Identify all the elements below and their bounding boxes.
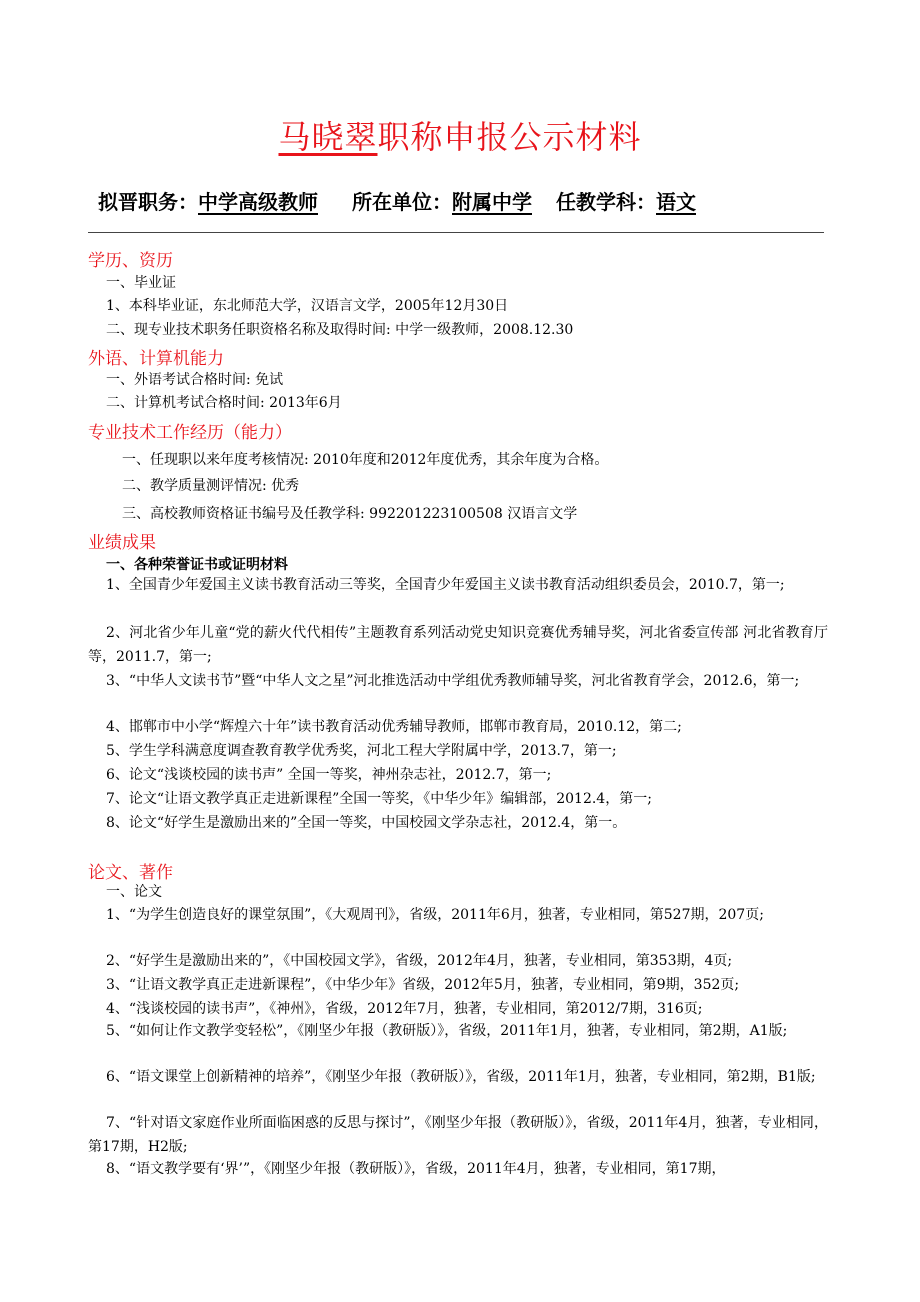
subject-value: 语文 [656, 190, 696, 214]
section-heading-language: 外语、计算机能力 [88, 349, 224, 369]
subject-label: 任教学科： [556, 190, 656, 214]
list-item: 三、高校教师资格证书编号及任教学科: 992201223100508 汉语言文学 [122, 506, 578, 522]
section-heading-papers: 论文、著作 [88, 863, 173, 883]
list-item: 6、“语文课堂上创新精神的培养”，《刚坚少年报（教研版）》，省级，2011年1月，独著，专业相同，第2期，B1版; [106, 1069, 816, 1085]
list-item: 2、“好学生是激励出来的”，《中国校园文学》，省级，2012年4月，独著，专业相同，第353期，4页; [106, 953, 733, 969]
position-line [98, 186, 696, 215]
list-item: 1、“为学生创造良好的课堂氛围”，《大观周刊》，省级，2011年6月，独著，专业相同，第527期，207页; [106, 907, 764, 923]
section-heading-education: 学历、资历 [88, 251, 173, 271]
list-item: 3、“中华人文读书节”暨“中华人文之星”河北推选活动中学组优秀教师辅导奖，河北省教育学会，2012.6，第一; [106, 673, 800, 689]
list-item: 8、论文“好学生是激励出来的”全国一等奖，中国校园文学杂志社，2012.4，第一。 [106, 815, 627, 831]
list-item: 4、“浅谈校园的读书声”，《神州》，省级，2012年7月，独著，专业相同，第2012/7期，316页; [106, 1001, 703, 1017]
post-value: 中学高级教师 [198, 190, 318, 214]
list-item: 二、计算机考试合格时间: 2013年6月 [106, 395, 342, 411]
list-item: 2、河北省少年儿童“党的薪火代代相传”主题教育系列活动党史知识竞赛优秀辅导奖，河北省委宣传部 河北省教育厅等，2011.7，第一; [88, 625, 828, 665]
list-item: 1、本科毕业证，东北师范大学，汉语言文学，2005年12月30日 [106, 298, 509, 314]
title-text: 职称申报公示材料 [377, 118, 642, 156]
unit-label: 所在单位： [352, 190, 452, 214]
post-label: 拟晋职务： [98, 190, 198, 214]
list-item: 6、论文“浅谈校园的读书声” 全国一等奖，神州杂志社，2012.7，第一; [106, 767, 552, 783]
list-item: 一、外语考试合格时间: 免试 [106, 372, 284, 388]
list-item: 二、教学质量测评情况: 优秀 [122, 478, 300, 494]
section-heading-experience: 专业技术工作经历（能力） [88, 423, 292, 443]
list-item: 4、邯郸市中小学“辉煌六十年”读书教育活动优秀辅导教师，邯郸市教育局，2010.12，第二; [106, 719, 682, 735]
list-item: 5、“如何让作文教学变轻松”，《刚坚少年报（教研版）》，省级，2011年1月，独著，专业相同，第2期，A1版; [106, 1023, 788, 1039]
header-divider [88, 232, 824, 233]
list-item: 1、全国青少年爱国主义读书教育活动三等奖，全国青少年爱国主义读书教育活动组织委员会，2010.7，第一; [106, 577, 785, 593]
unit-value: 附属中学 [452, 190, 532, 214]
list-item: 7、论文“让语文教学真正走进新课程”全国一等奖，《中华少年》编辑部，2012.4，第一; [106, 791, 652, 807]
applicant-name: 马晓翠 [278, 118, 378, 156]
list-item: 8、“语文教学要有‘界’”，《刚坚少年报（教研版）》，省级，2011年4月，独著，专业相同，第17期， [106, 1161, 726, 1177]
list-item: 7、“针对语文家庭作业所面临困惑的反思与探讨”，《刚坚少年报（教研版）》，省级，2011年4月，独著，专业相同，第17期，H2版; [88, 1115, 828, 1155]
list-item: 一、毕业证 [106, 275, 176, 291]
list-item: 一、任现职以来年度考核情况: 2010年度和2012年度优秀，其余年度为合格。 [122, 452, 609, 468]
subsection-heading: 一、论文 [106, 884, 162, 900]
list-item: 二、现专业技术职务任职资格名称及取得时间: 中学一级教师，2008.12.30 [106, 322, 574, 338]
section-heading-achievements: 业绩成果 [88, 533, 156, 553]
subsection-heading: 一、各种荣誉证书或证明材料 [106, 557, 288, 573]
list-item: 3、“让语文教学真正走进新课程”，《中华少年》省级，2012年5月，独著，专业相同，第9期，352页; [106, 977, 740, 993]
page-title [0, 112, 920, 158]
list-item: 5、学生学科满意度调查教育教学优秀奖，河北工程大学附属中学，2013.7，第一; [106, 743, 617, 759]
